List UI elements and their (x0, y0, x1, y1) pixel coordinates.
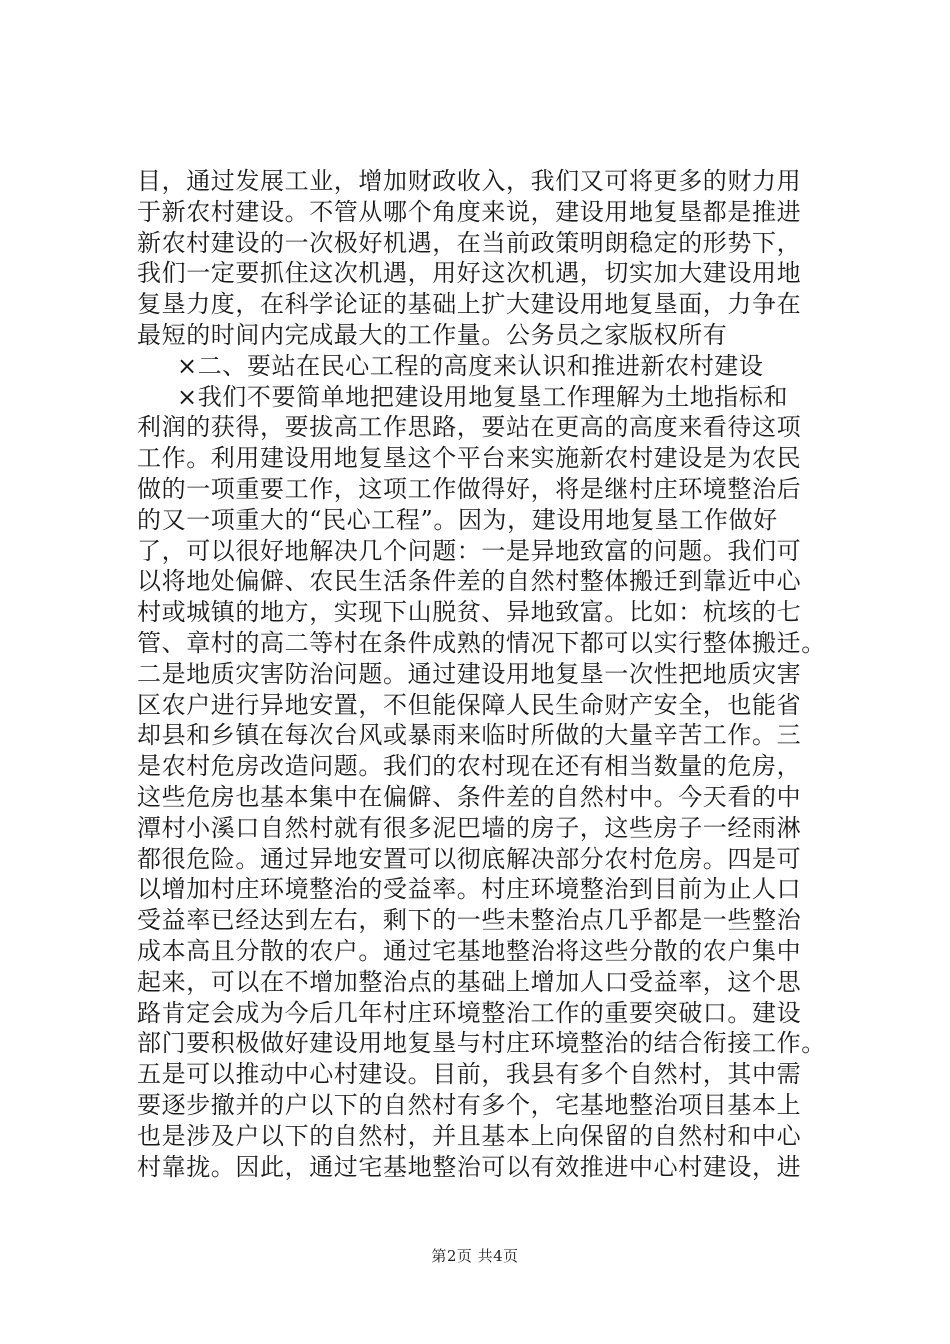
text-line: 利润的获得，要拔高工作思路，要站在更高的高度来看待这项 (137, 413, 802, 442)
text-line: 受益率已经达到左右，剩下的一些未整治点几乎都是一些整治 (137, 906, 802, 935)
text-line: 这些危房也基本集中在偏僻、条件差的自然村中。今天看的中 (137, 782, 802, 811)
text-line: 了，可以很好地解决几个问题：一是异地致富的问题。我们可 (137, 536, 802, 565)
text-line: 于新农村建设。不管从哪个角度来说，建设用地复垦都是推进 (137, 197, 802, 226)
text-line: 成本高且分散的农户。通过宅基地整治将这些分散的农户集中 (137, 936, 802, 965)
page-number-footer: 第2页 共4页 (431, 1247, 519, 1265)
text-line: 二是地质灾害防治问题。通过建设用地复垦一次性把地质灾害 (137, 659, 802, 688)
text-line: 的又一项重大的“民心工程”。因为，建设用地复垦工作做好 (137, 505, 778, 534)
text-line: 以增加村庄环境整治的受益率。村庄环境整治到目前为止人口 (137, 875, 802, 904)
text-line: 村靠拢。因此，通过宅基地整治可以有效推进中心村建设，进 (137, 1152, 802, 1181)
text-line: 工作。利用建设用地复垦这个平台来实施新农村建设是为农民 (137, 444, 802, 473)
text-line: 潭村小溪口自然村就有很多泥巴墙的房子，这些房子一经雨淋 (137, 813, 802, 842)
text-line: 要逐步撤并的户以下的自然村有多个，宅基地整治项目基本上 (137, 1090, 802, 1119)
text-line: 路肯定会成为今后几年村庄环境整治工作的重要突破口。建设 (137, 998, 802, 1027)
text-line: 五是可以推动中心村建设。目前，我县有多个自然村，其中需 (137, 1060, 802, 1089)
text-line: 管、章村的高二等村在条件成熟的情况下都可以实行整体搬迁。 (137, 628, 826, 657)
text-line: 也是涉及户以下的自然村，并且基本上向保留的自然村和中心 (137, 1121, 802, 1150)
section-heading: ×二、要站在民心工程的高度来认识和推进新农村建设 (177, 351, 764, 380)
text-line: 区农户进行异地安置，不但能保障人民生命财产安全，也能省 (137, 690, 802, 719)
document-body (137, 166, 867, 1182)
text-line: 却县和乡镇在每次台风或暴雨来临时所做的大量辛苦工作。三 (137, 721, 802, 750)
text-line: 我们一定要抓住这次机遇，用好这次机遇，切实加大建设用地 (137, 259, 802, 288)
text-line: 做的一项重要工作，这项工作做得好，将是继村庄环境整治后 (137, 474, 802, 503)
text-line: 部门要积极做好建设用地复垦与村庄环境整治的结合衔接工作。 (137, 1029, 826, 1058)
text-line: 目，通过发展工业，增加财政收入，我们又可将更多的财力用 (137, 167, 802, 195)
text-line: 复垦力度，在科学论证的基础上扩大建设用地复垦面，力争在 (137, 290, 802, 319)
paragraph-first-line: ×我们不要简单地把建设用地复垦工作理解为土地指标和 (177, 382, 789, 411)
text-line: 起来，可以在不增加整治点的基础上增加人口受益率，这个思 (137, 967, 802, 996)
text-line: 以将地处偏僻、农民生活条件差的自然村整体搬迁到靠近中心 (137, 567, 802, 596)
text-line: 村或城镇的地方，实现下山脱贫、异地致富。比如：杭垓的七 (137, 598, 802, 627)
text-line: 都很危险。通过异地安置可以彻底解决部分农村危房。四是可 (137, 844, 802, 873)
text-line: 新农村建设的一次极好机遇，在当前政策明朗稳定的形势下， (137, 228, 802, 257)
text-line: 是农村危房改造问题。我们的农村现在还有相当数量的危房， (137, 752, 802, 781)
text-line: 最短的时间内完成最大的工作量。公务员之家版权所有 (137, 320, 728, 349)
